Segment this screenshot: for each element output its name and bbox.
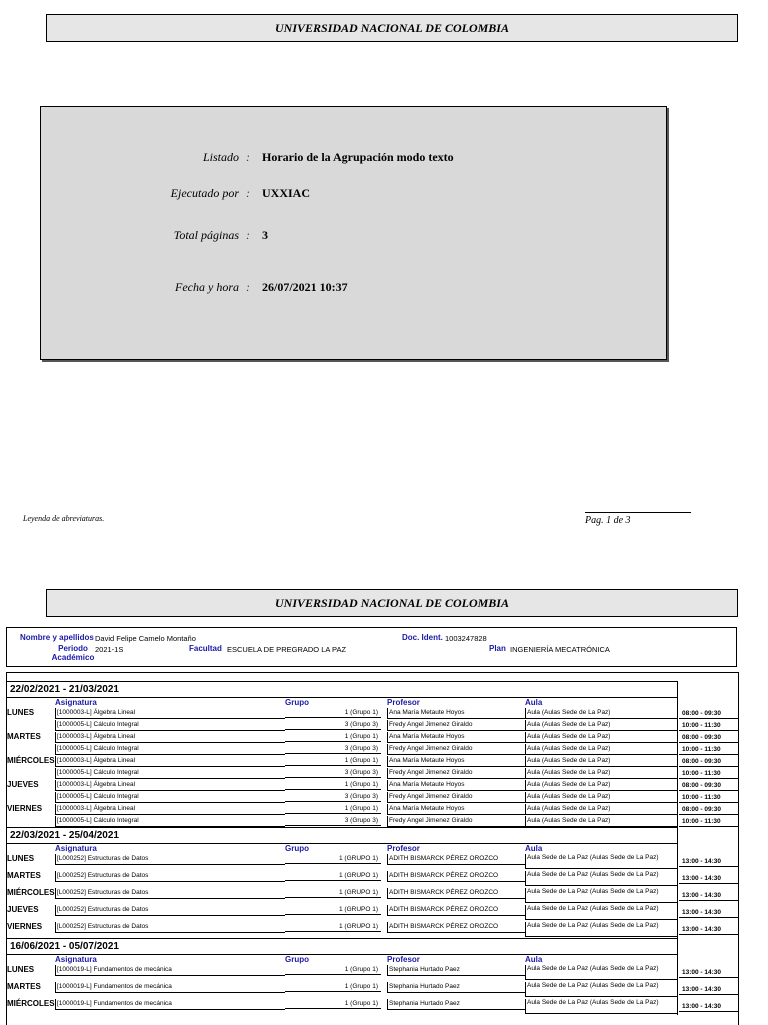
day-label: JUEVES <box>7 780 39 789</box>
room-cell: Aula Sede de La Paz (Aulas Sede de La Paz) <box>525 888 677 903</box>
room-cell: Aula Sede de La Paz (Aulas Sede de La Paz) <box>525 871 677 886</box>
teacher-cell: Ana María Metaute Hoyos <box>387 756 525 767</box>
room-cell: Aula (Aulas Sede de La Paz) <box>525 744 677 755</box>
university-title-bar-2 <box>46 589 738 617</box>
time-cell: 13:00 - 14:30 <box>679 857 738 867</box>
subject-cell: [L000252] Estructuras de Datos <box>55 905 285 916</box>
name-label: Nombre y apellidos <box>20 633 94 642</box>
time-cell: 10:00 - 11:30 <box>679 721 738 731</box>
room-cell: Aula (Aulas Sede de La Paz) <box>525 804 677 815</box>
day-label: VIERNES <box>7 922 43 931</box>
subject-cell: [1000005-L] Cálculo Integral <box>55 792 285 803</box>
subject-cell: [1000003-L] Álgebra Lineal <box>55 708 285 719</box>
time-column-frame <box>677 681 678 1015</box>
period-label: Periodo Académico <box>51 644 95 662</box>
day-label: LUNES <box>7 965 35 974</box>
teacher-cell: Ana María Metaute Hoyos <box>387 732 525 743</box>
header-divider <box>7 954 677 955</box>
subject-cell: [L000252] Estructuras de Datos <box>55 888 285 899</box>
schedule-table <box>6 672 739 1025</box>
student-info-box <box>6 627 737 667</box>
time-cell: 08:00 - 09:30 <box>679 805 738 815</box>
cover-label: Listado <box>202 150 239 164</box>
group-cell: 1 (Grupo 1) <box>285 732 381 742</box>
time-cell: 13:00 - 14:30 <box>679 985 738 995</box>
page-number: Pag. 1 de 3 <box>585 512 691 526</box>
period-range: 22/02/2021 - 21/03/2021 <box>10 684 119 695</box>
period-range: 22/03/2021 - 25/04/2021 <box>10 830 119 841</box>
time-cell: 10:00 - 11:30 <box>679 817 738 827</box>
column-header-teacher: Profesor <box>387 698 420 707</box>
day-label: MIÉRCOLES <box>7 756 55 765</box>
teacher-cell: Ana María Metaute Hoyos <box>387 804 525 815</box>
column-header-teacher: Profesor <box>387 955 420 964</box>
university-title-bar <box>46 14 738 42</box>
teacher-cell: Fredy Angel Jimenez Giraldo <box>387 744 525 755</box>
group-cell: 1 (GRUPO 1) <box>285 888 381 898</box>
day-label: JUEVES <box>7 905 39 914</box>
teacher-cell: Fredy Angel Jimenez Giraldo <box>387 720 525 731</box>
group-cell: 3 (Grupo 3) <box>285 720 381 730</box>
group-cell: 1 (Grupo 1) <box>285 756 381 766</box>
teacher-cell: Fredy Angel Jimenez Giraldo <box>387 816 525 827</box>
time-cell: 08:00 - 09:30 <box>679 757 738 767</box>
room-cell: Aula (Aulas Sede de La Paz) <box>525 708 677 719</box>
column-header-teacher: Profesor <box>387 844 420 853</box>
period-value: 2021-1S <box>95 645 124 654</box>
room-cell: Aula (Aulas Sede de La Paz) <box>525 756 677 767</box>
university-title: UNIVERSIDAD NACIONAL DE COLOMBIA <box>275 595 509 610</box>
day-label: LUNES <box>7 854 35 863</box>
time-cell: 08:00 - 09:30 <box>679 733 738 743</box>
subject-cell: [1000005-L] Cálculo Integral <box>55 816 285 827</box>
period-range: 16/06/2021 - 05/07/2021 <box>10 941 119 952</box>
room-cell: Aula (Aulas Sede de La Paz) <box>525 816 677 827</box>
cover-value: UXXIAC <box>262 186 310 200</box>
day-label: MIÉRCOLES <box>7 999 55 1008</box>
plan-label: Plan <box>489 644 506 653</box>
subject-cell: [L000252] Estructuras de Datos <box>55 871 285 882</box>
group-cell: 3 (Grupo 3) <box>285 816 381 826</box>
header-divider <box>7 697 677 698</box>
teacher-cell: ADITH BISMARCK PÉREZ OROZCO <box>387 922 525 933</box>
column-header-group: Grupo <box>285 844 309 853</box>
group-cell: 1 (GRUPO 1) <box>285 871 381 881</box>
room-cell: Aula Sede de La Paz (Aulas Sede de La Paz) <box>525 922 677 937</box>
room-cell: Aula (Aulas Sede de La Paz) <box>525 732 677 743</box>
group-cell: 3 (Grupo 3) <box>285 792 381 802</box>
group-cell: 1 (Grupo 1) <box>285 965 381 975</box>
faculty-value: ESCUELA DE PREGRADO LA PAZ <box>227 645 347 654</box>
subject-cell: [1000003-L] Álgebra Lineal <box>55 780 285 791</box>
doc-label: Doc. Ident. <box>402 633 443 642</box>
faculty-label: Facultad <box>189 644 222 653</box>
teacher-cell: Stephania Hurtado Paez <box>387 982 525 993</box>
subject-cell: [1000019-L] Fundamentos de mecánica <box>55 965 285 976</box>
day-label: MIÉRCOLES <box>7 888 55 897</box>
teacher-cell: ADITH BISMARCK PÉREZ OROZCO <box>387 905 525 916</box>
teacher-cell: Ana María Metaute Hoyos <box>387 708 525 719</box>
group-cell: 1 (Grupo 1) <box>285 708 381 718</box>
column-header-subject: Asignatura <box>55 955 97 964</box>
column-header-group: Grupo <box>285 955 309 964</box>
cover-label: Ejecutado por <box>170 186 239 200</box>
day-label: VIERNES <box>7 804 43 813</box>
teacher-cell: ADITH BISMARCK PÉREZ OROZCO <box>387 854 525 865</box>
column-header-subject: Asignatura <box>55 844 97 853</box>
column-header-group: Grupo <box>285 698 309 707</box>
subject-cell: [L000252] Estructuras de Datos <box>55 922 285 933</box>
student-name: David Felipe Camelo Montaño <box>95 634 196 643</box>
room-cell: Aula (Aulas Sede de La Paz) <box>525 792 677 803</box>
subject-cell: [1000019-L] Fundamentos de mecánica <box>55 999 285 1010</box>
group-cell: 1 (Grupo 1) <box>285 804 381 814</box>
teacher-cell: Ana María Metaute Hoyos <box>387 780 525 791</box>
column-header-subject: Asignatura <box>55 698 97 707</box>
time-cell: 13:00 - 14:30 <box>679 1002 738 1012</box>
group-cell: 1 (Grupo 1) <box>285 780 381 790</box>
doc-number: 1003247828 <box>445 634 487 643</box>
time-cell: 13:00 - 14:30 <box>679 908 738 918</box>
time-cell: 13:00 - 14:30 <box>679 874 738 884</box>
subject-cell: [1000003-L] Álgebra Lineal <box>55 732 285 743</box>
teacher-cell: Fredy Angel Jimenez Giraldo <box>387 792 525 803</box>
group-cell: 3 (Grupo 3) <box>285 768 381 778</box>
cover-value: 26/07/2021 10:37 <box>262 280 348 294</box>
day-label: MARTES <box>7 732 41 741</box>
group-cell: 1 (GRUPO 1) <box>285 854 381 864</box>
time-cell: 08:00 - 09:30 <box>679 709 738 719</box>
subject-cell: [1000005-L] Cálculo Integral <box>55 720 285 731</box>
time-cell: 13:00 - 14:30 <box>679 891 738 901</box>
room-cell: Aula (Aulas Sede de La Paz) <box>525 720 677 731</box>
subject-cell: [1000003-L] Álgebra Lineal <box>55 756 285 767</box>
block-divider <box>7 681 677 682</box>
time-cell: 08:00 - 09:30 <box>679 781 738 791</box>
subject-cell: [1000005-L] Cálculo Integral <box>55 768 285 779</box>
time-cell: 10:00 - 11:30 <box>679 745 738 755</box>
legend-caption: Leyenda de abreviaturas. <box>23 514 105 523</box>
cover-value: 3 <box>262 228 268 242</box>
room-cell: Aula Sede de La Paz (Aulas Sede de La Paz) <box>525 905 677 920</box>
day-label: MARTES <box>7 982 41 991</box>
block-divider <box>7 827 677 828</box>
cover-label: Total páginas <box>173 228 239 242</box>
subject-cell: [1000019-L] Fundamentos de mecánica <box>55 982 285 993</box>
group-cell: 1 (Grupo 1) <box>285 982 381 992</box>
header-divider <box>7 843 677 844</box>
time-cell: 13:00 - 14:30 <box>679 968 738 978</box>
group-cell: 1 (GRUPO 1) <box>285 922 381 932</box>
teacher-cell: Stephania Hurtado Paez <box>387 965 525 976</box>
teacher-cell: Stephania Hurtado Paez <box>387 999 525 1010</box>
subject-cell: [1000003-L] Álgebra Lineal <box>55 804 285 815</box>
cover-panel: Listado : Horario de la Agrupación modo texto Ejecutado por : UXXIAC Total páginas : 3 Fecha y hora : 26/07/2021 10:37 <box>40 106 667 360</box>
teacher-cell: Fredy Angel Jimenez Giraldo <box>387 768 525 779</box>
room-cell: Aula Sede de La Paz (Aulas Sede de La Paz) <box>525 965 677 980</box>
teacher-cell: ADITH BISMARCK PÉREZ OROZCO <box>387 871 525 882</box>
room-cell: Aula (Aulas Sede de La Paz) <box>525 768 677 779</box>
group-cell: 3 (Grupo 3) <box>285 744 381 754</box>
room-cell: Aula Sede de La Paz (Aulas Sede de La Paz) <box>525 854 677 869</box>
subject-cell: [1000005-L] Cálculo Integral <box>55 744 285 755</box>
day-label: LUNES <box>7 708 35 717</box>
room-cell: Aula (Aulas Sede de La Paz) <box>525 780 677 791</box>
teacher-cell: ADITH BISMARCK PÉREZ OROZCO <box>387 888 525 899</box>
column-header-room: Aula <box>525 698 543 707</box>
plan-value: INGENIERÍA MECATRÓNICA <box>510 645 610 654</box>
block-divider <box>7 938 677 939</box>
university-title: UNIVERSIDAD NACIONAL DE COLOMBIA <box>275 20 509 35</box>
subject-cell: [L000252] Estructuras de Datos <box>55 854 285 865</box>
column-header-room: Aula <box>525 844 543 853</box>
column-header-room: Aula <box>525 955 543 964</box>
group-cell: 1 (Grupo 1) <box>285 999 381 1009</box>
cover-label: Fecha y hora <box>175 280 239 294</box>
room-cell: Aula Sede de La Paz (Aulas Sede de La Paz) <box>525 982 677 997</box>
day-label: MARTES <box>7 871 41 880</box>
time-cell: 10:00 - 11:30 <box>679 793 738 803</box>
group-cell: 1 (GRUPO 1) <box>285 905 381 915</box>
room-cell: Aula Sede de La Paz (Aulas Sede de La Paz) <box>525 999 677 1014</box>
time-cell: 10:00 - 11:30 <box>679 769 738 779</box>
time-cell: 13:00 - 14:30 <box>679 925 738 935</box>
cover-value: Horario de la Agrupación modo texto <box>262 150 454 164</box>
